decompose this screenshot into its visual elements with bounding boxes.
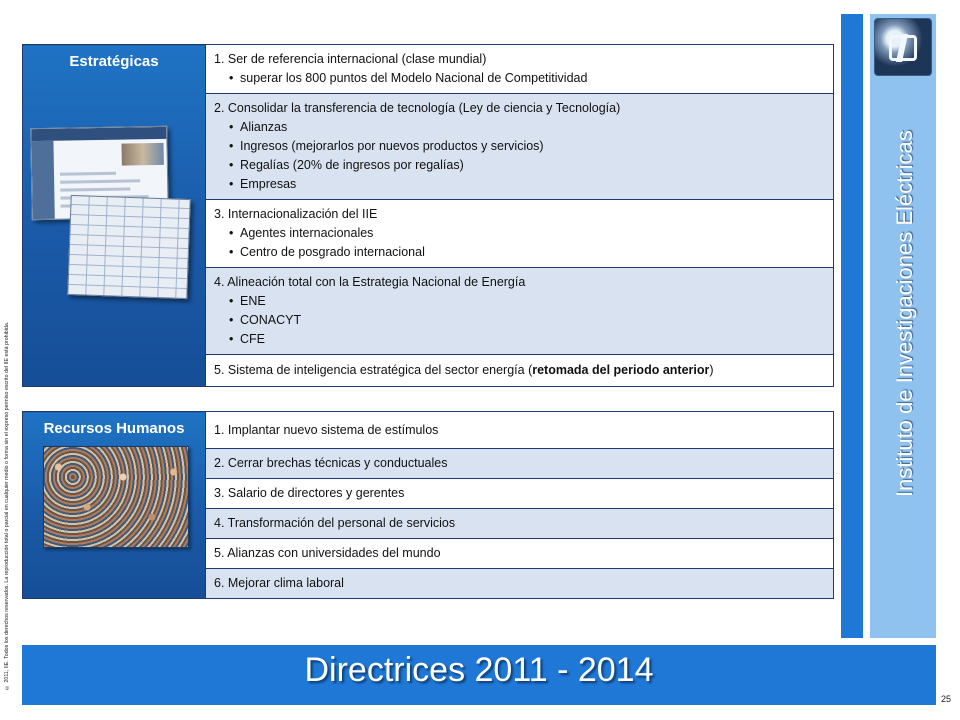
hr-table: [22, 411, 834, 599]
row-title-start: 5. Sistema de inteligencia estratégica del sector energía (: [214, 363, 533, 377]
bullet-item: • Ingresos (mejorarlos por nuevos productos y servicios): [232, 137, 825, 156]
institute-name: Instituto de Investigaciones Eléctricas: [892, 130, 917, 497]
page-number: 25: [941, 694, 952, 704]
strategic-row-5: [206, 355, 834, 387]
row-title: 3. Internacionalización del IIE: [214, 207, 378, 221]
strategic-row-4: [206, 268, 834, 355]
bullet-item: • ENE: [232, 292, 825, 311]
copyright-notice: © 2011, IIE. Todos los derechos reservados. La reproducción total o parcial en cualquier medio o forma sin el expreso permiso escrito del IIE está prohibida.: [4, 321, 10, 690]
row-title: 1. Ser de referencia internacional (clase mundial): [214, 52, 487, 66]
strategic-table: [22, 44, 834, 387]
bullet-item: • superar los 800 puntos del Modelo Nacional de Competitividad: [232, 69, 825, 88]
accent-stripe: [841, 14, 863, 638]
hr-row-1: 1. Implantar nuevo sistema de estímulos: [206, 412, 834, 449]
strategic-row-1: [206, 45, 834, 94]
row-title: 2. Consolidar la transferencia de tecnología (Ley de ciencia y Tecnología): [214, 101, 621, 115]
hr-row-5: 5. Alianzas con universidades del mundo: [206, 539, 834, 569]
bullet-item: • Centro de posgrado internacional: [232, 243, 825, 262]
category-cell-hr: [23, 412, 206, 599]
category-label-hr: Recursos Humanos: [43, 420, 185, 437]
row-title-emphasis: retomada del periodo anterior: [532, 363, 710, 377]
title-bar: [22, 645, 936, 705]
bullet-item: • CFE: [232, 330, 825, 349]
hr-row-2: 2. Cerrar brechas técnicas y conductuales: [206, 449, 834, 479]
row-title: 4. Alineación total con la Estrategia Nacional de Energía: [214, 275, 526, 289]
category-cell-strategic: [23, 45, 206, 387]
slide-title: Directrices 2011 - 2014: [304, 651, 654, 689]
strategic-row-3: [206, 200, 834, 268]
iie-logo: [874, 18, 932, 76]
hr-row-4: 4. Transformación del personal de servicios: [206, 509, 834, 539]
hr-row-6: 6. Mejorar clima laboral: [206, 569, 834, 599]
bullet-item: • Empresas: [232, 175, 825, 194]
category-label-strategic: Estratégicas: [69, 53, 159, 70]
hr-row-3: 3. Salario de directores y gerentes: [206, 479, 834, 509]
bullet-item: • CONACYT: [232, 311, 825, 330]
model-diagram-image: [67, 195, 190, 299]
bullet-item: • Regalías (20% de ingresos por regalías): [232, 156, 825, 175]
row-title-end: ): [709, 363, 714, 377]
strategic-row-2: [206, 94, 834, 200]
bullet-item: • Alianzas: [232, 118, 825, 137]
bullet-item: • Agentes internacionales: [232, 224, 825, 243]
crowd-photo-image: [43, 446, 189, 548]
